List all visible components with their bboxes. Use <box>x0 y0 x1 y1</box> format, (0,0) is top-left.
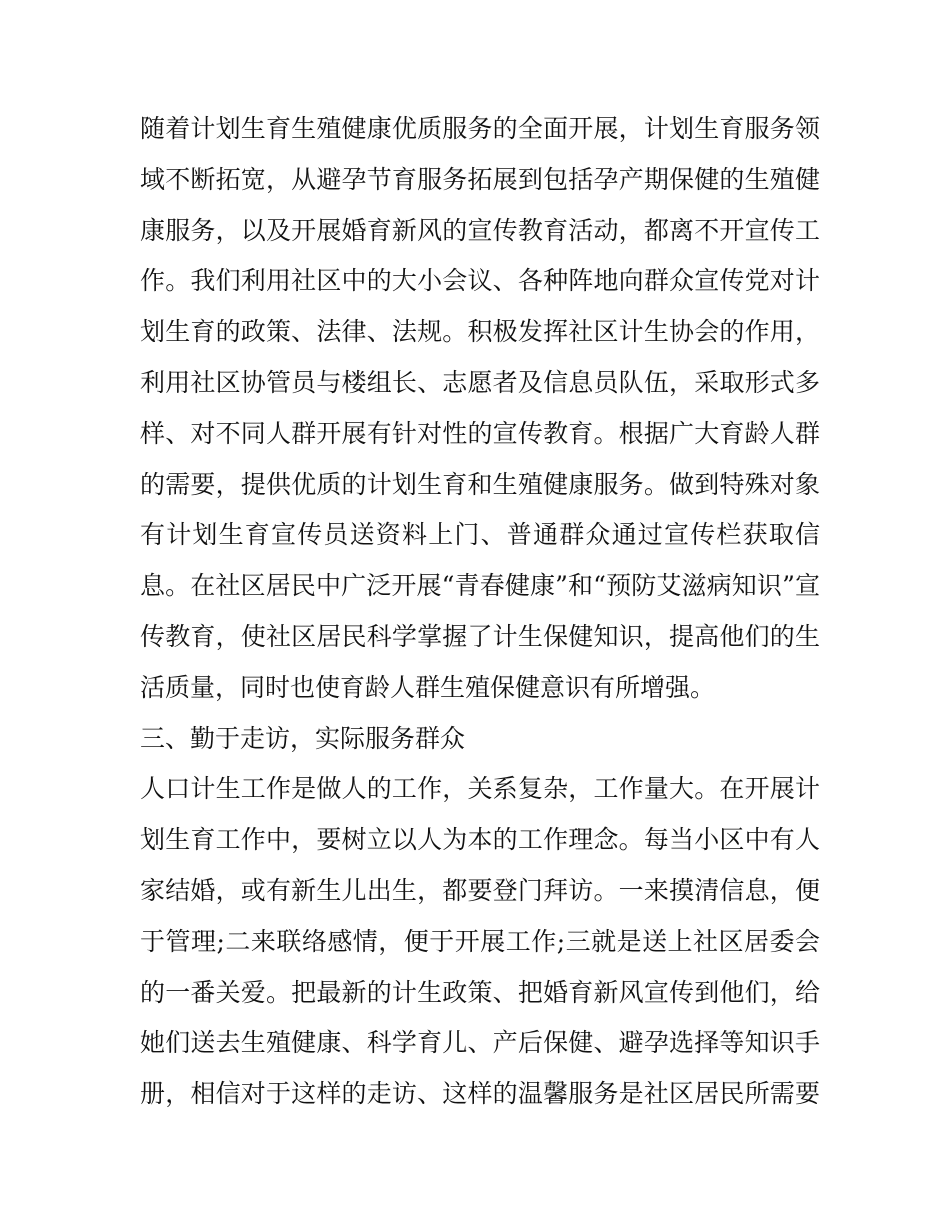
text-line: 息。在社区居民中广泛开展“青春健康”和“预防艾滋病知识”宣 <box>140 571 820 601</box>
text-line: 她们送去生殖健康、科学育儿、产后保健、避孕选择等知识手 <box>140 1028 820 1058</box>
text-line: 利用社区协管员与楼组长、志愿者及信息员队伍，采取形式多 <box>140 367 820 397</box>
body-text <box>140 104 820 1120</box>
text-line: 域不断拓宽，从避孕节育服务拓展到包括孕产期保健的生殖健 <box>140 164 820 194</box>
text-line: 家结婚，或有新生儿出生，都要登门拜访。一来摸清信息，便 <box>140 875 820 905</box>
text-line: 随着计划生育生殖健康优质服务的全面开展，计划生育服务领 <box>140 114 820 143</box>
paragraph-end-line: 活质量，同时也使育龄人群生殖保健意识有所增强。 <box>140 672 716 702</box>
text-line: 划生育工作中，要树立以人为本的工作理念。每当小区中有人 <box>140 825 820 855</box>
section-heading: 三、勤于走访，实际服务群众 <box>140 723 466 753</box>
text-line: 康服务，以及开展婚育新风的宣传教育活动，都离不开宣传工 <box>140 215 820 245</box>
text-line: 的需要，提供优质的计划生育和生殖健康服务。做到特殊对象 <box>140 469 820 499</box>
text-line: 传教育，使社区居民科学掌握了计生保健知识，提高他们的生 <box>140 621 820 651</box>
text-line: 样、对不同人群开展有针对性的宣传教育。根据广大育龄人群 <box>140 418 820 448</box>
text-line: 划生育的政策、法律、法规。积极发挥社区计生协会的作用， <box>140 317 820 347</box>
text-line: 的一番关爱。把最新的计生政策、把婚育新风宣传到他们，给 <box>140 977 820 1007</box>
text-line: 人口计生工作是做人的工作，关系复杂，工作量大。在开展计 <box>140 774 820 804</box>
text-line: 册，相信对于这样的走访、这样的温馨服务是社区居民所需要 <box>140 1079 820 1109</box>
text-line: 作。我们利用社区中的大小会议、各种阵地向群众宣传党对计 <box>140 266 820 296</box>
text-line: 有计划生育宣传员送资料上门、普通群众通过宣传栏获取信 <box>140 520 820 550</box>
text-line: 于管理;二来联络感情，便于开展工作;三就是送上社区居委会 <box>140 926 820 956</box>
